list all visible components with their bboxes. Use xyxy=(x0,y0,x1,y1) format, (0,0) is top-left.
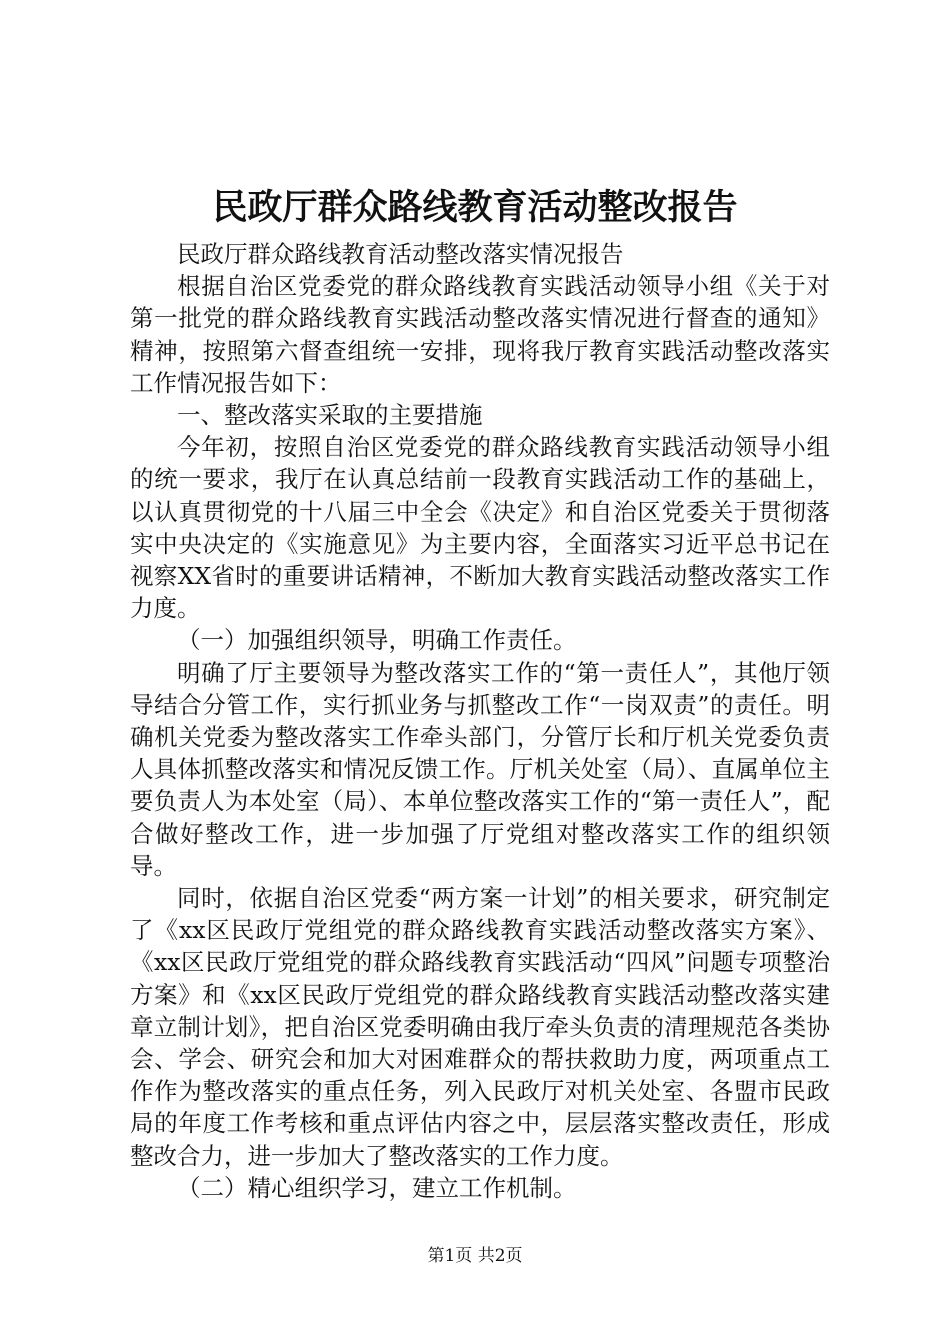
section-heading-1: 一、整改落实采取的主要措施 xyxy=(177,401,483,430)
subsection-heading-2: （二）精心组织学习，建立工作机制。 xyxy=(177,1173,577,1202)
body-paragraph: 明确了厅主要领导为整改落实工作的“第一责任人”，其他厅领导结合分管工作，实行抓业务与抓整改工作“一岗双责”的责任。明确机关党委为整改落实工作牵头部门，分管厅长和厅机关党委负责人具体抓整改落实和情况反馈工作。厅机关处室（局）、直属单位主要负责人为本处室（局）、本单位整改落实工作的“第一责任人”，配合做好整改工作，进一步加强了厅党组对整改落实工作的组织领导。 xyxy=(130,658,830,880)
subsection-heading-1: （一）加强组织领导，明确工作责任。 xyxy=(177,626,577,655)
intro-paragraph: 根据自治区党委党的群众路线教育实践活动领导小组《关于对第一批党的群众路线教育实践活动整改落实情况进行督查的通知》精神，按照第六督查组统一安排，现将我厅教育实践活动整改落实工作情况报告如下： xyxy=(130,272,830,397)
page-number-footer: 第1页 共2页 xyxy=(427,1246,523,1266)
document-title: 民政厅群众路线教育活动整改报告 xyxy=(212,187,738,228)
body-paragraph: 同时，依据自治区党委“两方案一计划”的相关要求，研究制定了《xx区民政厅党组党的群众路线教育实践活动整改落实方案》、《xx区民政厅党组党的群众路线教育实践活动“四风”问题专项整治方案》和《xx区民政厅党组党的群众路线教育实践活动整改落实建章立制计划》，把自治区党委明确由我厅牵头负责的清理规范各类协会、学会、研究会和加大对困难群众的帮扶救助力度，两项重点工作作为整改落实的重点任务，列入民政厅对机关处室、各盟市民政局的年度工作考核和重点评估内容之中，层层落实整改责任，形成整改合力，进一步加大了整改落实的工作力度。 xyxy=(130,884,830,1170)
document-body xyxy=(130,238,830,1204)
body-paragraph: 今年初，按照自治区党委党的群众路线教育实践活动领导小组的统一要求，我厅在认真总结前一段教育实践活动工作的基础上，以认真贯彻党的十八届三中全会《决定》和自治区党委关于贯彻落实中央决定的《实施意见》为主要内容，全面落实习近平总书记在视察XX省时的重要讲话精神，不断加大教育实践活动整改落实工作力度。 xyxy=(130,433,830,623)
report-subtitle: 民政厅群众路线教育活动整改落实情况报告 xyxy=(177,240,624,268)
